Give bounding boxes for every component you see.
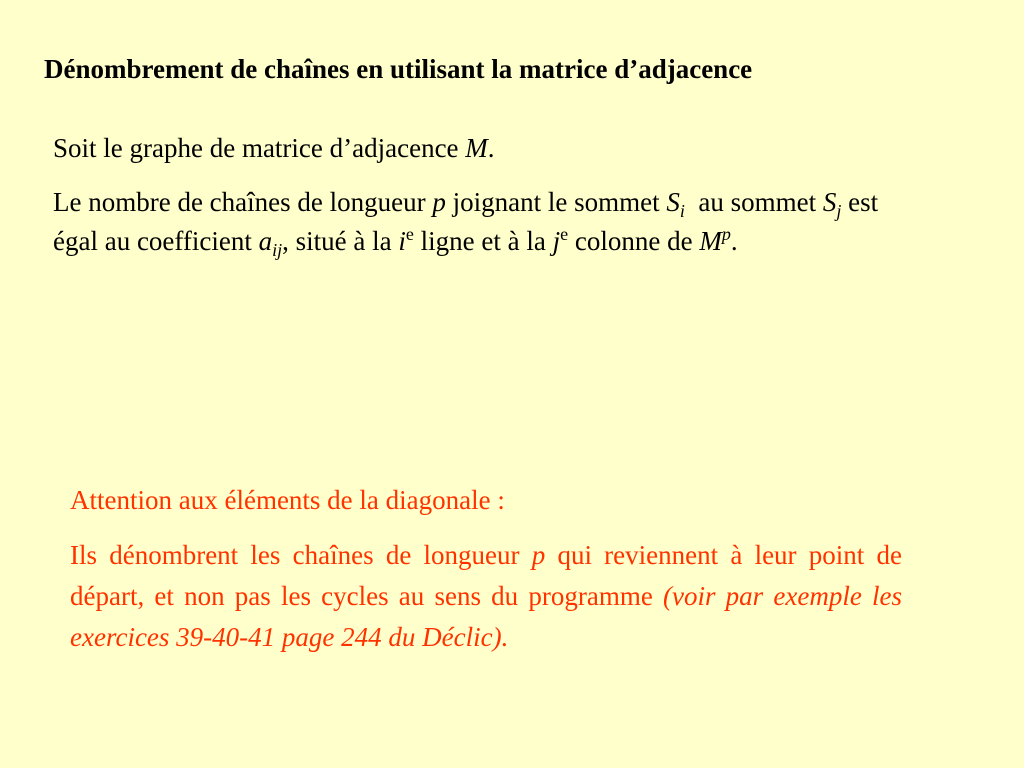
warning-heading: Attention aux éléments de la diagonale : xyxy=(70,485,505,515)
warning-paragraph: Ils dénombrent les chaînes de longueur p qui reviennent à leur point de départ, et non pas les cycles au sens du programme (voir par exemple les exercices 39-40-41 page 244 du Déclic). xyxy=(70,540,902,652)
page-title: Dénombrement de chaînes en utilisant la matrice d’adjacence xyxy=(44,54,753,84)
rule-paragraph: Le nombre de chaînes de longueur p joignant le sommet $S_i$ au sommet $S_j$ est égal au coefficient $a_{ij}$, situé à la $i^e$ ligne et à la $j^e$ colonne de $M^p$. xyxy=(53,187,879,260)
matrix-symbol: M xyxy=(465,133,488,163)
definition-block xyxy=(53,129,911,261)
intro-paragraph: Soit le graphe de matrice d’adjacence M. xyxy=(53,133,495,163)
reference-note: (voir par exemple les exercices 39-40-41 page 244 du Déclic). xyxy=(70,581,902,652)
warning-block xyxy=(70,480,902,658)
